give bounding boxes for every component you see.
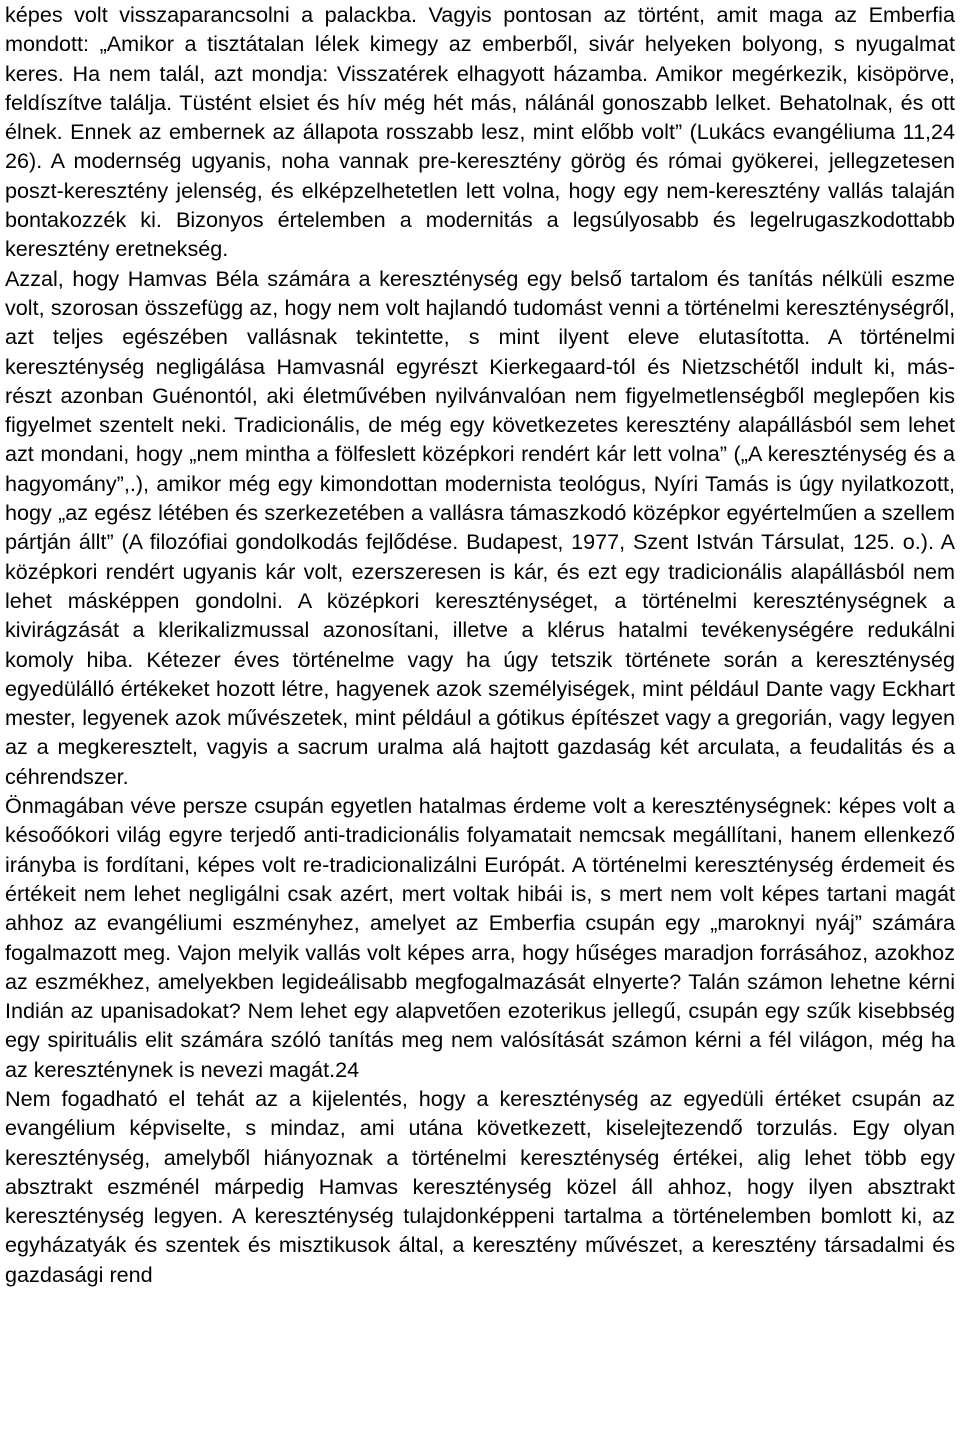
paragraph: Nem fogadható el tehát az a kijelentés, hogy a kereszténység az egyedüli értéket csupán az evangélium képviselte, s mindaz, ami utána következett, kiselejtezendő torzulás. Egy olyan kereszténység, amelyből hiányoznak a történelmi kereszténység értékei, alig lehet több egy absztrakt eszménél márpedig Hamvas kereszténység közel áll ahhoz, hogy ilyen absztrakt kereszténység legyen. A kereszténység tulajdonképpeni tartalma a történelemben bomlott ki, az egyházatyák és szentek és misztikusok által, a keresztény művészet, a keresztény társadalmi és gazdasági rend xyxy=(5,1085,955,1287)
paragraph: képes volt visszaparancsolni a palackba. Vagyis pontosan az történt, amit maga az Emberfia mondott: „Amikor a tisztátalan lélek kimegy az emberből, sivár helyeken bolyong, s nyugalmat keres. Ha nem talál, azt mondja: Visszatérek elhagyott házamba. Amikor megérkezik, kisöpörve, feldíszítve találja. Tüstént elsiet és hív még hét más, nálánál gonoszabb lelket. Behatolnak, és ott élnek. Ennek az embernek az állapota rosszabb lesz, mint előbb volt” (Lukács evangéliuma 11,24 26). A modernség ugyanis, noha vannak pre-keresztény görög és római gyökerei, jellegzetesen poszt-keresztény jelenség, és elképzelhetetlen lett volna, hogy egy nem-keresztény vallás talaján bontakozzék ki. Bizonyos értelemben a modernitás a legsúlyosabb és legelrugaszkodottabb keresztény eretnekség. xyxy=(5,2,955,262)
paragraph: Azzal, hogy Hamvas Béla számára a kereszténység egy belső tartalom és tanítás nélküli eszme volt, szorosan összefügg az, hogy nem volt hajlandó tudomást venni a történelmi kereszténységről, azt teljes egészében vallásnak tekintette, s mint ilyent eleve elutasította. A történelmi kereszténység negligálása Hamvasnál egyrészt Kierkegaard-tól és Nietzschétől indult ki, más- részt azonban Guénontól, aki életművében nyilvánvalóan nem figyelmetlenségből meglepően kis figyelmet szentelt neki. Tradicionális, de még egy következetes keresztény alapállásból sem lehet azt mondani, hogy „nem mintha a fölfeslett középkori rendért kár lett volna” („A kereszténység és a hagyomány”,.), amikor még egy kimondottan modernista teológus, Nyíri Tamás is úgy nyilatkozott, hogy „az egész létében és szerkezetében a vallásra támaszkodó középkor egyértelműen a szellem pártján állt” (A filozófiai gondolkodás fejlődése. Budapest, 1977, Szent István Társulat, 125. o.). A középkori rendért ugyanis kár volt, ezerszeresen is kár, és ezt egy tradicionális alapállásból nem lehet másképpen gondolni. A középkori kereszténységet, a történelmi kereszténységnek a kivirágzását a klerikalizmussal azonosítani, illetve a klérus hatalmi tevékenységére redukálni komoly hiba. Kétezer éves történelme vagy ha úgy tetszik története során a kereszténység egyedülálló értékeket hozott létre, hagyenek azok személyiségek, mint például Dante vagy Eckhart mester, legyenek azok művészetek, mint például a gótikus építészet vagy a gregorián, vagy legyen az a megkeresztelt, vagyis a sacrum uralma alá hajtott gazdaság két arculata, a feudalitás és a céhrendszer. xyxy=(5,265,955,789)
paragraph: Önmagában véve persze csupán egyetlen hatalmas érdeme volt a kereszténységnek: képes volt a késoőókori világ egyre terjedő anti-tradicionális folyamatait nemcsak megállítani, hanem ellenkező irányba is fordítani, képes volt re-tradicionalizálni Európát. A történelmi kereszténység érdemeit és értékeit nem lehet negligálni csak azért, mert voltak hibái is, s mert nem volt képes tartani magát ahhoz az evangéliumi eszményhez, amelyet az Emberfia csupán egy „maroknyi nyáj” számára fogalmazott meg. Vajon melyik vallás volt képes arra, hogy hűséges maradjon forrásához, azokhoz az eszmékhez, amelyekben legideálisabb megfogalmazását elnyerte? Talán számon lehetne kérni Indián az upanisadokat? Nem lehet egy alapvetően ezoterikus jellegű, csupán egy szűk kisebbség egy spirituális elit számára szóló tanítás meg nem valósítását számon kérni a fél világon, még ha az kereszténynek is nevezi magát.24 xyxy=(5,793,955,1082)
